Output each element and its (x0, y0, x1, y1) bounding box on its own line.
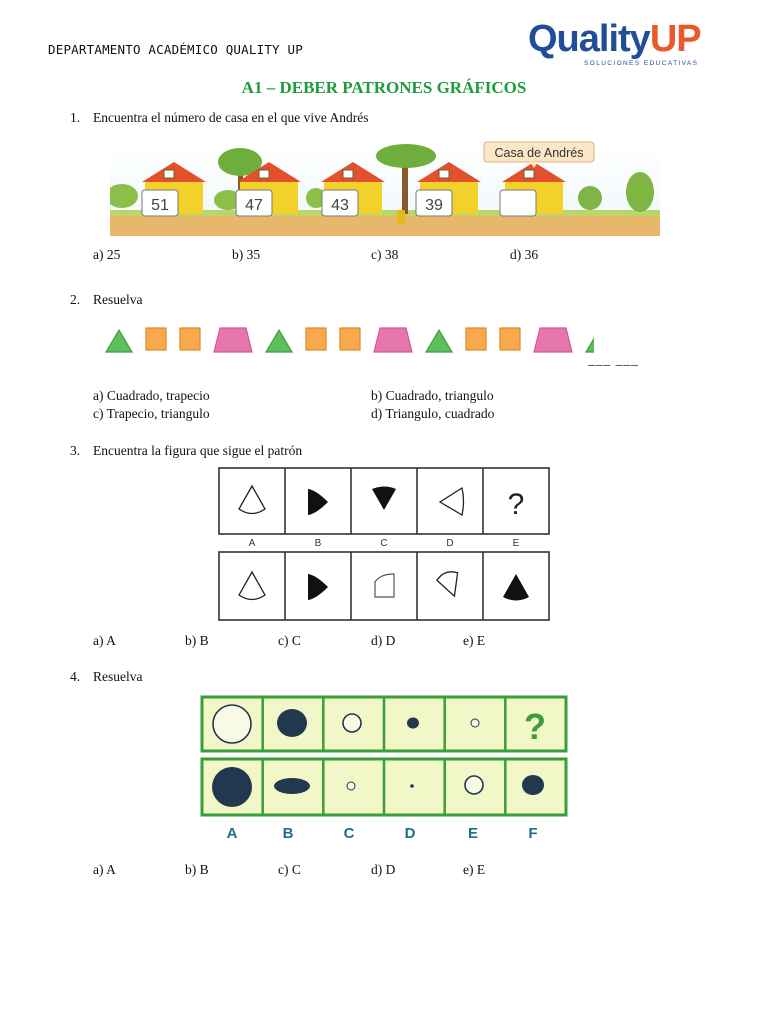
department-header: DEPARTAMENTO ACADÉMICO QUALITY UP (48, 42, 303, 57)
house-label: Casa de Andrés (494, 146, 584, 160)
q4-top-circle-1 (213, 705, 251, 743)
q4-label-f: F (528, 825, 538, 842)
q2-option-c: c) Trapecio, triangulo (93, 406, 210, 421)
q4-pattern-grid (200, 695, 568, 845)
house-number-4: 39 (425, 197, 443, 214)
house-number-3: 43 (331, 197, 349, 214)
q4-option-shape-a (212, 767, 252, 807)
house-number-2: 47 (245, 197, 263, 214)
q1-option-a: a) 25 (93, 247, 121, 262)
q2-shape-trapezoid-12 (534, 328, 572, 352)
quality-up-logo (528, 18, 718, 70)
q4-top-circle-5 (471, 719, 479, 727)
q3-option-c: c) C (278, 633, 301, 648)
q2-shape-triangle-9 (426, 330, 452, 352)
q1-option-d: d) 36 (510, 247, 539, 262)
q4-label-d: D (404, 825, 416, 842)
q4-question-mark: ? (524, 706, 546, 747)
q4-label-c: C (343, 825, 355, 842)
ground-strip (110, 214, 660, 236)
q2-number: 2. (70, 292, 81, 307)
q3-label-a: A (248, 538, 256, 549)
q4-option-shape-b (274, 778, 310, 794)
shape-sequence (104, 322, 594, 356)
q3-question-mark: ? (507, 488, 525, 521)
q2-shape-square-7 (340, 328, 360, 350)
q2-shape-square-6 (306, 328, 326, 350)
q2-answer-blanks: ___ ___ (588, 352, 639, 367)
q2-shape-triangle-13 (586, 330, 594, 352)
q4-top-circle-2 (277, 709, 307, 737)
q2-shape-square-3 (180, 328, 200, 350)
q3-label-e: E (512, 538, 520, 549)
q1-option-b: b) 35 (232, 247, 261, 262)
q4-option-e: e) E (463, 862, 486, 877)
q3-text: Encuentra la figura que sigue el patrón (93, 443, 303, 458)
houses-illustration (110, 140, 660, 238)
q2-option-b: b) Cuadrado, triangulo (371, 388, 494, 403)
q3-option-b: b) B (185, 633, 209, 648)
q4-option-d: d) D (371, 862, 396, 877)
q4-option-a: a) A (93, 862, 116, 877)
q4-option-c: c) C (278, 862, 301, 877)
q1-text: Encuentra el número de casa en el que vive Andrés (93, 110, 369, 125)
q2-shape-square-2 (146, 328, 166, 350)
q4-label-e: E (467, 825, 479, 842)
q2-shape-square-11 (500, 328, 520, 350)
q2-shape-triangle-5 (266, 330, 292, 352)
q2-text: Resuelva (93, 292, 143, 307)
logo-subtitle: SOLUCIONES EDUCATIVAS (584, 60, 699, 67)
q2-option-a: a) Cuadrado, trapecio (93, 388, 210, 403)
q3-label-b: B (314, 538, 322, 549)
q4-number: 4. (70, 669, 81, 684)
q3-pattern-grid (218, 466, 550, 622)
q4-option-shape-e (465, 776, 483, 794)
q2-shape-triangle-1 (106, 330, 132, 352)
q3-label-c: C (380, 538, 388, 549)
logo-text-up: UP (649, 18, 701, 60)
q4-option-b: b) B (185, 862, 209, 877)
q2-shape-trapezoid-4 (214, 328, 252, 352)
q4-option-shape-c (347, 782, 355, 790)
q4-text: Resuelva (93, 669, 143, 684)
q3-option-a: a) A (93, 633, 116, 648)
q4-option-shape-d (410, 784, 414, 788)
q2-option-d: d) Triangulo, cuadrado (371, 406, 495, 421)
q2-shape-trapezoid-8 (374, 328, 412, 352)
logo-text-quality: Quality (528, 18, 650, 60)
house-number-1: 51 (151, 197, 169, 214)
q1-number: 1. (70, 110, 81, 125)
hydrant (397, 210, 405, 224)
page-title: A1 – DEBER PATRONES GRÁFICOS (241, 78, 527, 97)
q3-label-d: D (446, 538, 454, 549)
q3-option-d: d) D (371, 633, 396, 648)
q4-label-a: A (226, 825, 238, 842)
q4-option-shape-f (522, 775, 544, 795)
q2-shape-square-10 (466, 328, 486, 350)
q4-top-circle-4 (407, 718, 419, 729)
q3-number: 3. (70, 443, 81, 458)
q4-top-circle-3 (343, 714, 361, 732)
q1-option-c: c) 38 (371, 247, 399, 262)
q3-option-e: e) E (463, 633, 486, 648)
q4-label-b: B (282, 825, 294, 842)
